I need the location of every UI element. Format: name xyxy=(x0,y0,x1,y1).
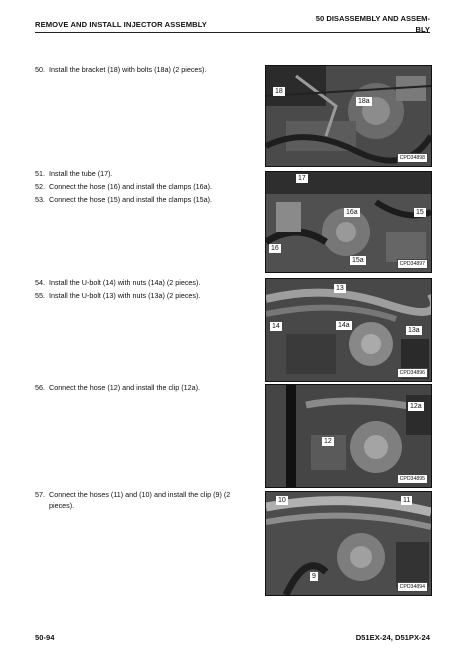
callout-label: 14a xyxy=(338,322,350,329)
engine-photo-illustration xyxy=(266,172,431,272)
callout-label: 16a xyxy=(346,209,358,216)
figure-tube-hose-install xyxy=(265,171,432,273)
callout-label: 11 xyxy=(403,497,411,504)
step-57 xyxy=(35,490,255,511)
figure-code: CPD34895 xyxy=(397,474,428,484)
step-53 xyxy=(35,195,255,206)
step-text: Install the U-bolt (14) with nuts (14a) (2 pieces). xyxy=(49,278,201,287)
step-number: 53. xyxy=(35,195,45,204)
step-text: Install the U-bolt (13) with nuts (13a) (2 pieces). xyxy=(49,291,201,300)
step-number: 55. xyxy=(35,291,45,300)
figure-u-bolt-install xyxy=(265,278,432,382)
callout-label: 10 xyxy=(278,497,286,504)
engine-photo-illustration xyxy=(266,66,431,166)
callout-label: 16 xyxy=(271,245,279,252)
step-text: Connect the hose (16) and install the clamps (16a). xyxy=(49,182,213,191)
page-number: 50-94 xyxy=(35,633,55,642)
step-50 xyxy=(35,65,255,76)
callout-label: 18 xyxy=(275,88,283,95)
figure-code: CPD34897 xyxy=(397,259,428,269)
callout-label: 14 xyxy=(272,323,280,330)
step-text: Connect the hose (12) and install the clip (12a). xyxy=(49,383,201,392)
step-number: 54. xyxy=(35,278,45,287)
step-number: 52. xyxy=(35,182,45,191)
chapter-title-line1: 50 DISASSEMBLY AND ASSEM- xyxy=(315,14,430,23)
header-divider xyxy=(35,32,430,33)
step-51 xyxy=(35,169,255,180)
figure-hose-clip-install xyxy=(265,384,432,488)
step-number: 56. xyxy=(35,383,45,392)
step-number: 57. xyxy=(35,490,45,499)
step-52 xyxy=(35,182,255,193)
step-number: 51. xyxy=(35,169,45,178)
callout-label: 9 xyxy=(312,573,316,580)
callout-label: 15 xyxy=(416,209,424,216)
model-name: D51EX-24, D51PX-24 xyxy=(355,633,430,642)
step-55 xyxy=(35,291,255,302)
step-text: Connect the hoses (11) and (10) and install the clip (9) (2 pieces). xyxy=(49,490,231,510)
callout-label: 18a xyxy=(358,98,370,105)
figure-bracket-install xyxy=(265,65,432,167)
figure-hoses-clip-install xyxy=(265,491,432,596)
step-text: Connect the hose (15) and install the clamps (15a). xyxy=(49,195,213,204)
callout-label: 15a xyxy=(352,257,364,264)
section-title: REMOVE AND INSTALL INJECTOR ASSEMBLY xyxy=(35,20,207,29)
callout-label: 17 xyxy=(298,175,306,182)
step-56 xyxy=(35,383,255,394)
step-54 xyxy=(35,278,255,289)
engine-photo-illustration xyxy=(266,385,431,487)
engine-photo-illustration xyxy=(266,492,431,595)
step-number: 50. xyxy=(35,65,45,74)
figure-code: CPD34898 xyxy=(397,153,428,163)
callout-label: 12a xyxy=(410,403,422,410)
step-text: Install the bracket (18) with bolts (18a) (2 pieces). xyxy=(49,65,207,74)
figure-code: CPD34896 xyxy=(397,368,428,378)
figure-code: CPD34894 xyxy=(397,582,428,592)
step-text: Install the tube (17). xyxy=(49,169,113,178)
callout-label: 12 xyxy=(324,438,332,445)
callout-label: 13a xyxy=(408,327,420,334)
callout-label: 13 xyxy=(336,285,344,292)
chapter-title-line2: BLY xyxy=(415,25,430,34)
